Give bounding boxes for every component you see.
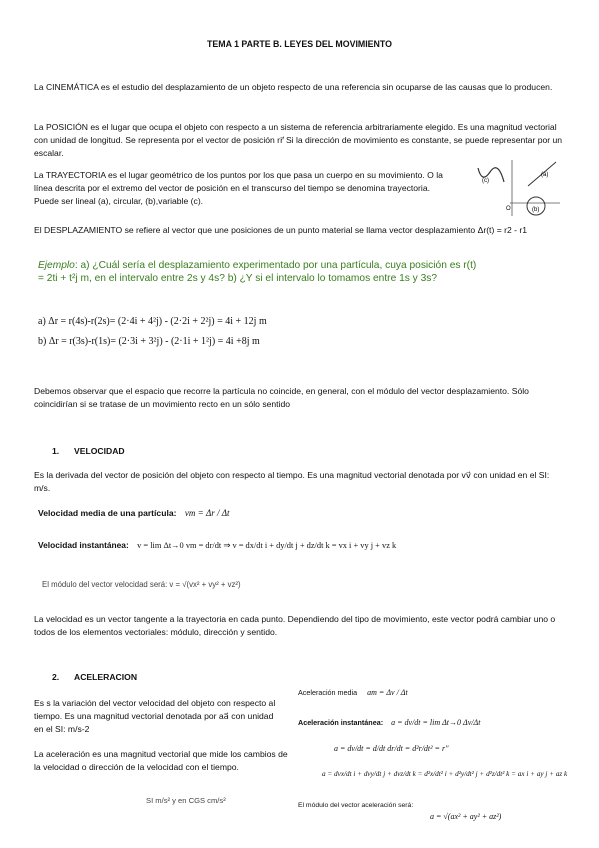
section-aceleracion-number: 2. [52, 672, 60, 682]
velocidad-instantanea-label: Velocidad instantánea: [38, 540, 129, 550]
section-velocidad-number: 1. [52, 446, 60, 456]
paragraph-desplazamiento: El DESPLAZAMIENTO se refiere al vector que une posiciones de un punto material se llama vector desplazamiento Δr(t) = r2 - r1 [34, 225, 528, 235]
label-origin: O [506, 206, 511, 212]
velocidad-instantanea [38, 540, 558, 550]
aceleracion-media-formula: am = Δv / Δt [367, 688, 408, 697]
paragraph-observacion: Debemos observar que el espacio que recorre la partícula no coincide, en general, con el módulo del vector desplazamiento. Sólo coincidirían si se tratase de un movimiento recto en un sólo sentido [34, 386, 529, 410]
paragraph-velocidad: Es la derivada del vector de posición del objeto con respecto al tiempo. Es una magnitud vectorial denotada por vv⃗ con unidad en el SI: m/s. [34, 470, 550, 494]
aceleracion-instantanea [298, 718, 480, 727]
trajectory-figure [472, 158, 562, 218]
paragraph-velocidad-tangente: La velocidad es un vector tangente a la trayectoria en cada punto. Dependiendo del tipo de movimiento, este vector podrá cambiar uno o todos de los elementos vectoriales: módulo, dirección y sentido. [34, 614, 556, 638]
aceleracion-modulo-formula: a = √(ax² + ay² + az²) [430, 812, 502, 821]
aceleracion-instantanea-formula: a = dv/dt = lim Δt→0 Δv/Δt [391, 718, 481, 727]
aceleracion-media-label: Aceleración media [298, 688, 358, 697]
velocidad-media-formula: vm = Δr / Δt [184, 508, 230, 518]
aceleracion-instantanea-label: Aceleración instantánea: [298, 718, 384, 727]
aceleracion-modulo-label: El módulo del vector aceleración será: [298, 802, 414, 809]
paragraph-aceleracion: Es s la variación del vector velocidad del objeto con respecto al tiempo. Es una magnitud vectorial denotada por aa⃗ con unidad en el SI: m/s-2 [34, 698, 276, 735]
label-a: (a) [541, 172, 549, 178]
example-text: : a) ¿Cuál sería el desplazamiento experimentado por una partícula, cuya posición es r(t) = 2ti + t²j m, en el intervalo entre 2s y 4s? b) ¿Y si el intervalo lo tomamos entre 1s y 3s? [38, 260, 477, 284]
answer-a: a) Δr = r(4s)-r(2s)= (2·4i + 4²j) - (2·2i + 2²j) = 4i + 12j m [38, 316, 267, 327]
paragraph-trayectoria: La TRAYECTORIA es el lugar geométrico de los puntos por los que pasa un cuerpo en su movimiento. O la línea descrita por el extremo del vector de posición en el transcurso del tiempo se denomina trayectoria. Puede ser lineal (a), circular, (b),variable (c). [34, 170, 443, 207]
paragraph-posicion: La POSICIÓN es el lugar que ocupa el objeto con respecto a un sistema de referencia arbitrariamente elegido. Es una magnitud vectorial con unidad de longitud. Se representa por el vector de posición rr⃗ Si la dirección de movimiento es constante, se puede representar por un escalar. [34, 122, 563, 159]
label-c: (c) [482, 178, 489, 184]
velocidad-instantanea-formula: v = lim Δt→0 vm = dr/dt ⇒ v = dx/dt i + dy/dt j + dz/dt k = vx i + vy j + vz k [137, 541, 397, 550]
section-aceleracion-title: ACELERACION [74, 672, 138, 682]
example-block [38, 260, 478, 285]
paragraph-cinematica: La CINEMÁTICA es el estudio del desplazamiento de un objeto respecto de una referencia sin ocuparse de las causas que lo producen. [34, 82, 553, 92]
paragraph-aceleracion-cambios: La aceleración es una magnitud vectorial que mide los cambios de la velocidad o dirección de la velocidad con el tiempo. [34, 749, 288, 773]
aceleracion-modulo [298, 802, 413, 809]
label-b: (b) [532, 207, 540, 213]
answer-b: b) Δr = r(3s)-r(1s)= (2·3i + 3²j) - (2·1i + 1²j) = 4i +8j m [38, 336, 260, 347]
velocidad-modulo: El módulo del vector velocidad será: v = √(vx² + vy² + vz²) [42, 580, 241, 589]
aceleracion-componentes: a = dvx/dt i + dvy/dt j + dvz/dt k = d²x/dt² i + d²y/dt² j + d²z/dt² k = ax i + ay j + az k [322, 770, 568, 778]
velocidad-media-label: Velocidad media de una partícula: [38, 508, 177, 518]
section-velocidad-title: VELOCIDAD [74, 446, 125, 456]
page-title: TEMA 1 PARTE B. LEYES DEL MOVIMIENTO [207, 39, 392, 49]
aceleracion-segunda-derivada: a = dv/dt = d/dt dr/dt = d²r/dt² = r'' [334, 744, 449, 753]
velocidad-media [38, 508, 230, 518]
aceleracion-unidades: SI m/s² y en CGS cm/s² [146, 796, 226, 805]
aceleracion-media [298, 688, 408, 697]
example-label: Ejemplo [38, 260, 75, 271]
